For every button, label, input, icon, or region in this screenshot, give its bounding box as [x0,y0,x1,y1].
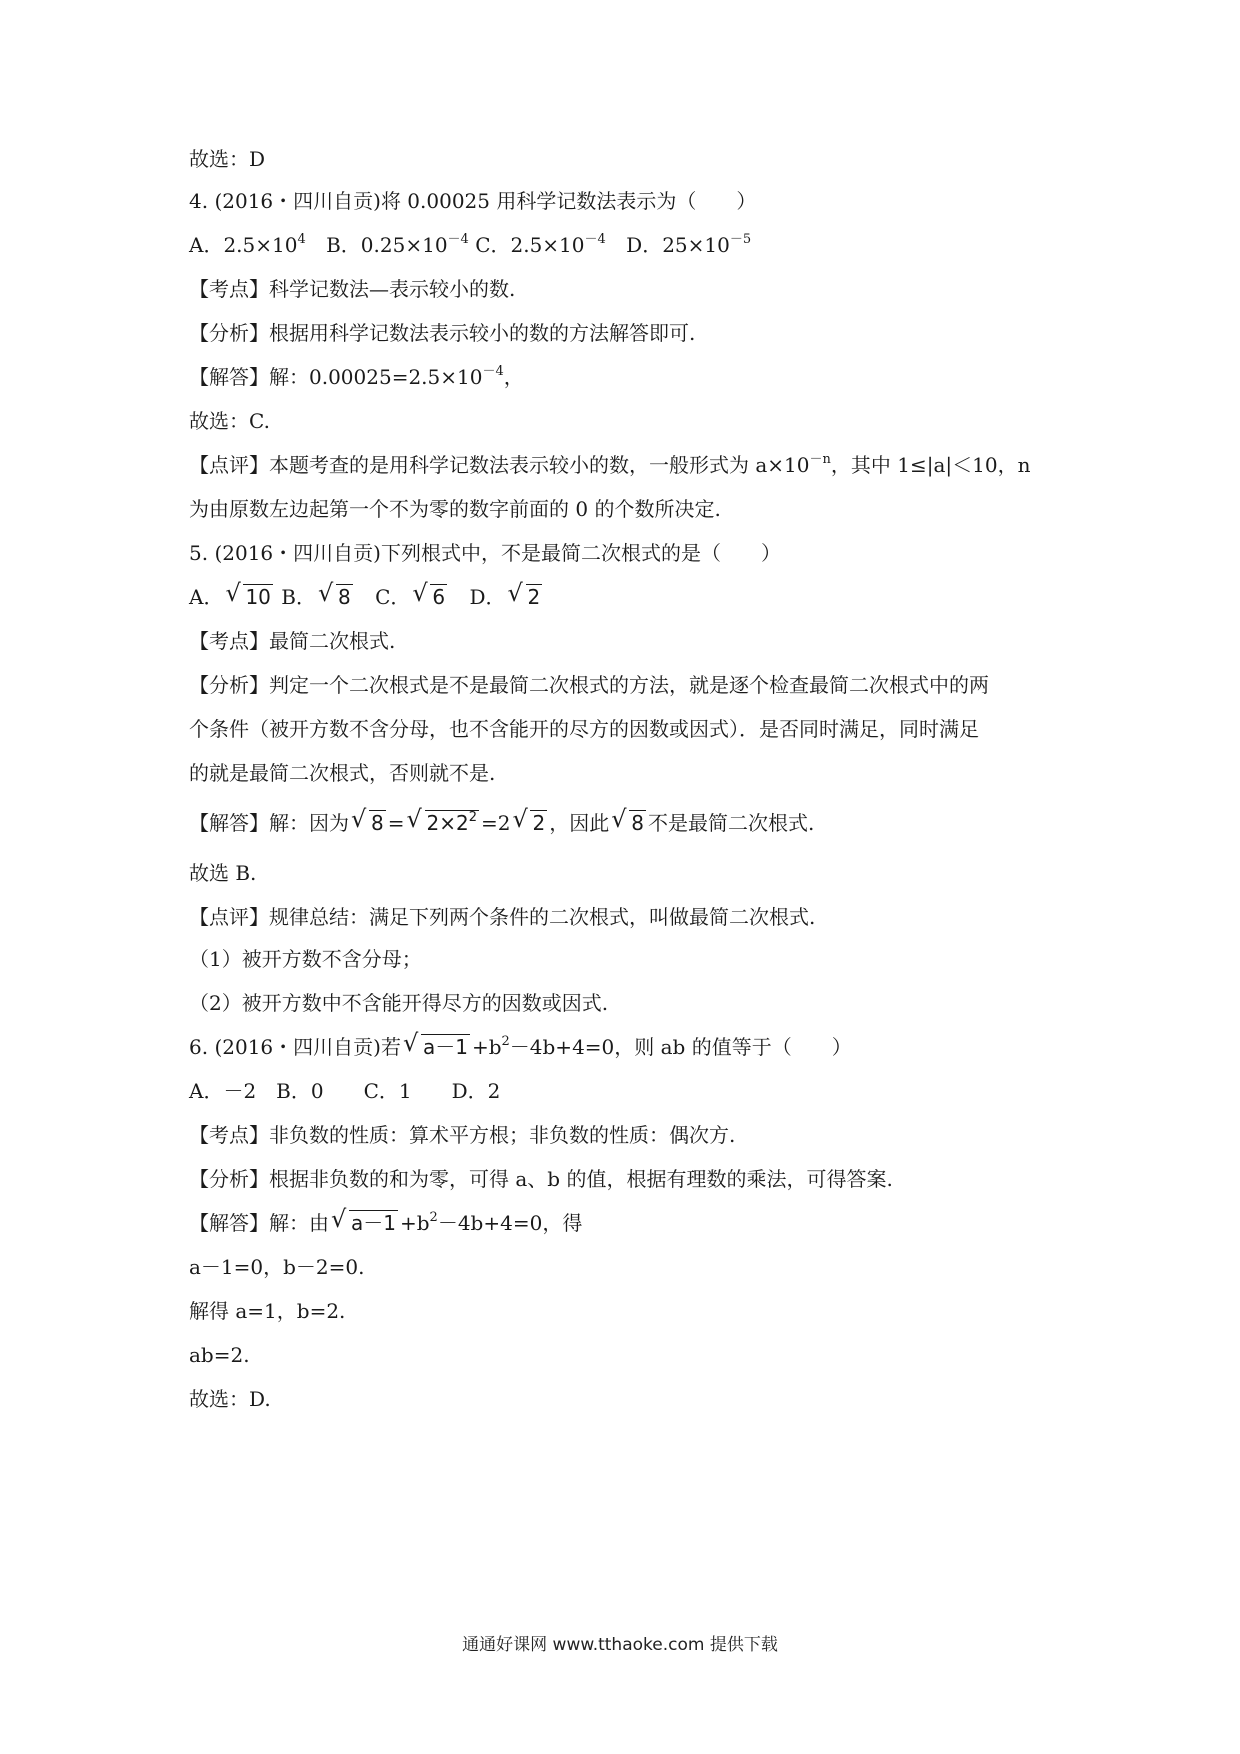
q5-answer: 故选 B. [189,861,257,885]
sqrt-2: √ 2 [512,810,547,836]
q5-option-b: B．√ 8 [281,585,354,609]
q5-fenxi: 【分析】判定一个二次根式是不是最简二次根式的方法，就是逐个检查最简二次根式中的两 [189,673,989,697]
q4-stem: 4. (2016・四川自贡)将 0.00025 用科学记数法表示为（ ） [189,189,757,213]
q5-fenxi-cont-1: 个条件（被开方数不含分母，也不含能开的尽方的因数或因式）．是否同时满足，同时满足 [189,717,979,741]
q6-kaodian: 【考点】非负数的性质：算术平方根；非负数的性质：偶次方. [189,1123,736,1147]
sqrt-10: √ 10 [225,584,272,610]
sqrt-2x2sq: √ $2\times 2^2$ [407,810,480,836]
q5-jieda: 【解答】解：因为√ 8 =√ $2\times 2^2 =2√$ 2 ，因此√ 8 不是最简二次根式. [189,810,814,836]
q6-stem: 6. (2016・四川自贡)若√ $a-1 +b^2-4b+4=0$，则 ab 的值等于（ ） [189,1034,852,1060]
q4-jieda: 【解答】解：$0.00025=2.5\times 10^{-4}$， [189,364,524,389]
sqrt-8: √ 8 [318,584,353,610]
q5-stem: 5. (2016・四川自贡)下列根式中，不是最简二次根式的是（ ） [189,541,781,565]
q5-options [189,584,544,610]
sqrt-a-minus-1: √ a－1 [403,1034,470,1060]
q4-dianping: 【点评】本题考查的是用科学记数法表示较小的数，一般形式为 $a\times 10^{-n}$，其中 1≤|a|＜10，n [189,452,1031,477]
sqrt-8: √ 8 [611,810,646,836]
q5-option-a: A．√ 10 [189,585,275,609]
q4-option-b: B．$0.25\times 10^{-4}$ [326,232,469,257]
q4-dianping-cont: 为由原数左边起第一个不为零的数字前面的 0 的个数所决定. [189,497,721,521]
q5-fenxi-cont-2: 的就是最简二次根式，否则就不是. [189,761,496,785]
q6-answer: 故选：D. [189,1387,271,1411]
q6-jieda: 【解答】解：由√ $a-1 +b^2-4b+4=0$，得 [189,1210,582,1236]
q5-dianping: 【点评】规律总结：满足下列两个条件的二次根式，叫做最简二次根式. [189,905,816,929]
page-footer: 通通好课网 www.tthaoke.com 提供下载 [462,1635,778,1655]
q4-option-c: C．$2.5\times 10^{-4}$ [475,232,606,257]
q5-option-c: C．√ 6 [375,585,449,609]
q4-option-d: D．$25\times 10^{-5}$ [626,232,752,257]
prev-answer: 故选：D [189,147,266,171]
q4-option-a: A．$2.5\times 10^4$ [189,232,306,257]
q4-kaodian: 【考点】科学记数法—表示较小的数. [189,277,516,301]
sqrt-2: √ 2 [508,584,543,610]
sqrt-8: √ 8 [351,810,386,836]
q5-kaodian: 【考点】最简二次根式. [189,629,396,653]
q4-answer: 故选：C. [189,409,270,433]
q6-step-2: 解得 a=1，b=2. [189,1299,346,1323]
q6-fenxi: 【分析】根据非负数的和为零，可得 a、b 的值，根据有理数的乘法，可得答案. [189,1167,893,1191]
q6-options: A．－2 B．0 C．1 D．2 [189,1079,501,1103]
q5-rule-2: （2）被开方数中不含能开得尽方的因数或因式. [189,991,609,1015]
q6-step-3: ab=2. [189,1343,250,1367]
q5-option-d: D．√ 2 [469,585,544,609]
sqrt-6: √ 6 [412,584,447,610]
q4-fenxi: 【分析】根据用科学记数法表示较小的数的方法解答即可. [189,321,696,345]
sqrt-a-minus-1: √ a－1 [331,1210,398,1236]
q4-options [189,232,751,258]
q5-rule-1: （1）被开方数不含分母； [189,947,422,971]
q6-step-1: a－1=0，b－2=0. [189,1255,365,1279]
